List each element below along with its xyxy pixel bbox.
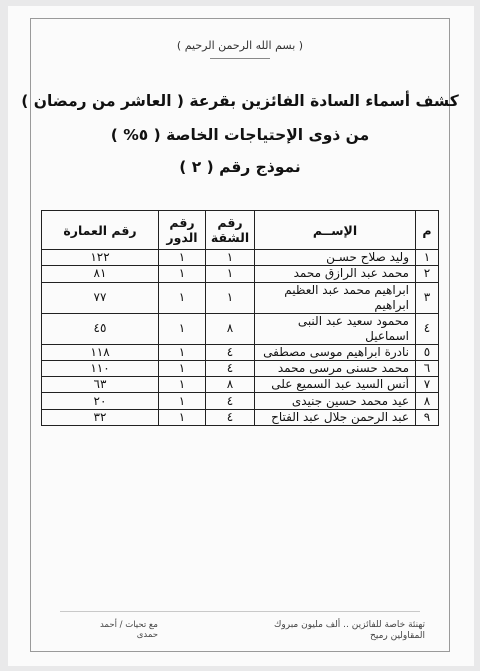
cell-floor: ١ xyxy=(159,344,206,360)
cell-floor: ١ xyxy=(159,409,206,425)
cell-building: ١١٠ xyxy=(42,360,159,376)
table-row xyxy=(42,313,439,344)
cell-name: وليد صلاح حسـن xyxy=(255,250,416,266)
cell-name: محمود سعيد عبد النبى اسماعيل xyxy=(255,313,416,344)
cell-name: نادرة ابراهيم موسى مصطفى xyxy=(255,344,416,360)
table-row xyxy=(42,266,439,282)
cell-floor: ١ xyxy=(159,313,206,344)
cell-name: أنس السيد عبد السميع على xyxy=(255,377,416,393)
cell-apartment: ١ xyxy=(206,266,255,282)
basmala: ( بسم الله الرحمن الرحيم ) xyxy=(176,39,304,52)
cell-apartment: ٨ xyxy=(206,377,255,393)
cell-apartment: ١ xyxy=(206,282,255,313)
cell-apartment: ٤ xyxy=(206,360,255,376)
cell-name: محمد عبد الرازق محمد xyxy=(255,266,416,282)
header-building: رقم العمارة xyxy=(42,211,159,250)
cell-apartment: ٤ xyxy=(206,393,255,409)
table-row xyxy=(42,344,439,360)
cell-num: ١ xyxy=(416,250,439,266)
table-row xyxy=(42,360,439,376)
basmala-underline xyxy=(210,58,270,59)
cell-floor: ١ xyxy=(159,282,206,313)
header-floor: رقم الدور xyxy=(159,211,206,250)
cell-building: ٦٣ xyxy=(42,377,159,393)
cell-building: ٨١ xyxy=(42,266,159,282)
cell-building: ٤٥ xyxy=(42,313,159,344)
cell-building: ١١٨ xyxy=(42,344,159,360)
cell-num: ٦ xyxy=(416,360,439,376)
footer-divider xyxy=(60,611,420,612)
header-name: الإســم xyxy=(255,211,416,250)
table-row xyxy=(42,250,439,266)
cell-num: ٧ xyxy=(416,377,439,393)
header-apartment: رقم الشقة xyxy=(206,211,255,250)
header-num: م xyxy=(416,211,439,250)
cell-name: عبد الرحمن جلال عبد الفتاح xyxy=(255,409,416,425)
footer-congrats: تهنئة خاصة للفائزين .. ألف مليون مبروك المقاولين رميح xyxy=(273,620,425,641)
cell-name: ابراهيم محمد عبد العظيم ابراهيم xyxy=(255,282,416,313)
winners-table xyxy=(41,210,439,426)
cell-num: ٢ xyxy=(416,266,439,282)
cell-floor: ١ xyxy=(159,266,206,282)
cell-num: ٥ xyxy=(416,344,439,360)
cell-building: ١٢٢ xyxy=(42,250,159,266)
table-row xyxy=(42,409,439,425)
cell-num: ٨ xyxy=(416,393,439,409)
cell-building: ٣٢ xyxy=(42,409,159,425)
cell-apartment: ٤ xyxy=(206,409,255,425)
footer-signature: مع تحيات / أحمد حمدى xyxy=(99,620,158,640)
title-line-3: نموذج رقم ( ٢ ) xyxy=(179,158,301,176)
cell-apartment: ٤ xyxy=(206,344,255,360)
cell-floor: ١ xyxy=(159,360,206,376)
cell-floor: ١ xyxy=(159,393,206,409)
cell-name: محمد حسنى مرسى محمد xyxy=(255,360,416,376)
cell-num: ٩ xyxy=(416,409,439,425)
cell-building: ٧٧ xyxy=(42,282,159,313)
table-header-row xyxy=(42,211,439,250)
cell-floor: ١ xyxy=(159,377,206,393)
cell-apartment: ٨ xyxy=(206,313,255,344)
title-line-2: من ذوى الإحتياجات الخاصة ( ٥% ) xyxy=(110,126,370,144)
table-row xyxy=(42,393,439,409)
cell-apartment: ١ xyxy=(206,250,255,266)
title-line-1: كشف أسماء السادة الفائزين بقرعة ( العاشر من رمضان ) xyxy=(21,92,459,110)
cell-num: ٤ xyxy=(416,313,439,344)
cell-num: ٣ xyxy=(416,282,439,313)
cell-building: ٢٠ xyxy=(42,393,159,409)
cell-floor: ١ xyxy=(159,250,206,266)
table-row xyxy=(42,377,439,393)
cell-name: عيد محمد حسين جنيدى xyxy=(255,393,416,409)
table-row xyxy=(42,282,439,313)
